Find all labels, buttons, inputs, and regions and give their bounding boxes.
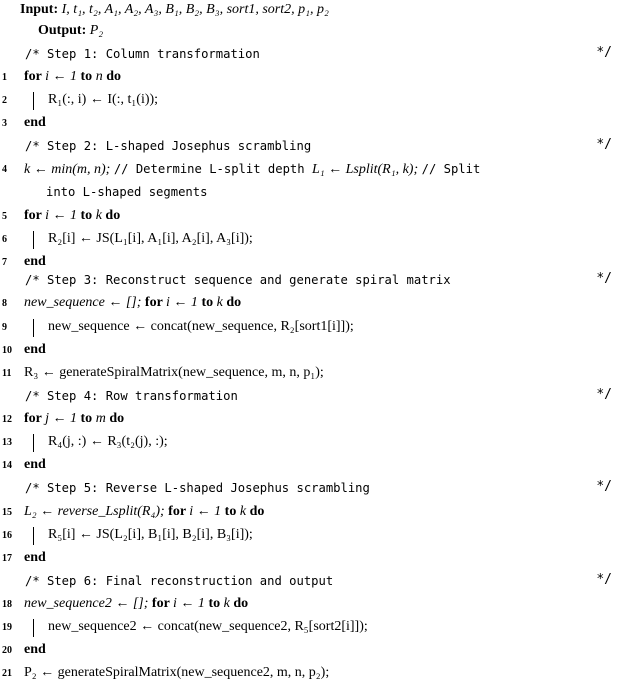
algo-line: 2 R₁(:, i) ← I(:, t₁(i)); [0,90,622,113]
algo-line: 4 k ← min(m, n); // Determine L-split depth L₁ ← Lsplit(R₁, k); // Split [2,162,481,177]
block-bar [33,319,34,337]
algo-line: 9 new_sequence ← concat(new_sequence, R₂[sort1[i]]); [0,317,622,340]
line-number: 16 [2,530,12,541]
line-number: 18 [2,599,12,610]
algo-line: 17 end [2,550,46,565]
input-vars: I, t₁, t₂, A₁, A₂, A₃, B₁, B₂, B₃, sort1, sort2, p₁, p₂ [61,2,329,17]
algo-line: 20 end [2,642,46,657]
algo-line: 15 L₂ ← reverse_Lsplit(R₄); for i ← 1 to k do [2,504,265,519]
line-number: 1 [2,72,7,83]
algo-line: 5 for i ← 1 to k do [2,208,121,223]
algo-line: 10 end [2,342,46,357]
line-number: 11 [2,368,12,379]
step-comment: /* Step 5: Reverse L-shaped Josephus scrambling */ [25,479,612,495]
line-number: 19 [2,622,12,633]
algo-line-continuation: into L-shaped segments [46,185,208,199]
block-bar [33,619,34,637]
algo-line: 11 R₃ ← generateSpiralMatrix(new_sequence, m, n, p₁); [2,365,324,380]
line-number: 10 [2,345,12,356]
line-number: 2 [2,95,7,106]
algo-line: 12 for j ← 1 to m do [2,411,125,426]
algo-line: 7 end [2,254,46,269]
algo-line: 6 R₂[i] ← JS(L₁[i], A₁[i], A₂[i], A₃[i]); [0,229,622,252]
line-number: 17 [2,553,12,564]
line-number: 4 [2,164,7,175]
block-bar [33,434,34,452]
line-number: 20 [2,645,12,656]
input-line [0,0,622,23]
line-number: 12 [2,414,12,425]
algo-line: 1 for i ← 1 to n do [2,69,121,84]
line-number: 3 [2,118,7,129]
algo-line: 21 P₂ ← generateSpiralMatrix(new_sequence2, m, n, p₂); [2,665,330,680]
step-comment: /* Step 1: Column transformation */ [25,45,612,61]
output-vars: P₂ [89,23,104,38]
line-number: 6 [2,234,7,245]
line-number: 8 [2,298,7,309]
line-number: 15 [2,507,12,518]
algo-line: 18 new_sequence2 ← []; for i ← 1 to k do [2,596,249,611]
output-label: Output: [38,23,87,38]
block-bar [33,231,34,249]
line-number: 21 [2,668,12,679]
step-comment: /* Step 6: Final reconstruction and output */ [25,572,612,588]
algo-line: 19 new_sequence2 ← concat(new_sequence2, R₅[sort2[i]]); [0,617,622,640]
algo-line: 16 R₅[i] ← JS(L₂[i], B₁[i], B₂[i], B₃[i]); [0,525,622,548]
step-comment: /* Step 2: L-shaped Josephus scrambling */ [25,137,612,153]
algo-line: 3 end [2,115,46,130]
line-number: 13 [2,437,12,448]
block-bar [33,92,34,110]
block-bar [33,527,34,545]
line-number: 5 [2,211,7,222]
output-line [0,21,622,44]
line-number: 14 [2,460,12,471]
line-number: 7 [2,257,7,268]
line-number: 9 [2,322,7,333]
algo-line: 13 R₄(j, :) ← R₃(t₂(j), :); [0,432,622,455]
step-comment: /* Step 4: Row transformation */ [25,387,612,403]
algo-line: 14 end [2,457,46,472]
algo-line: 8 new_sequence ← []; for i ← 1 to k do [2,295,242,310]
step-comment: /* Step 3: Reconstruct sequence and generate spiral matrix */ [25,271,612,287]
input-label: Input: [20,2,59,17]
